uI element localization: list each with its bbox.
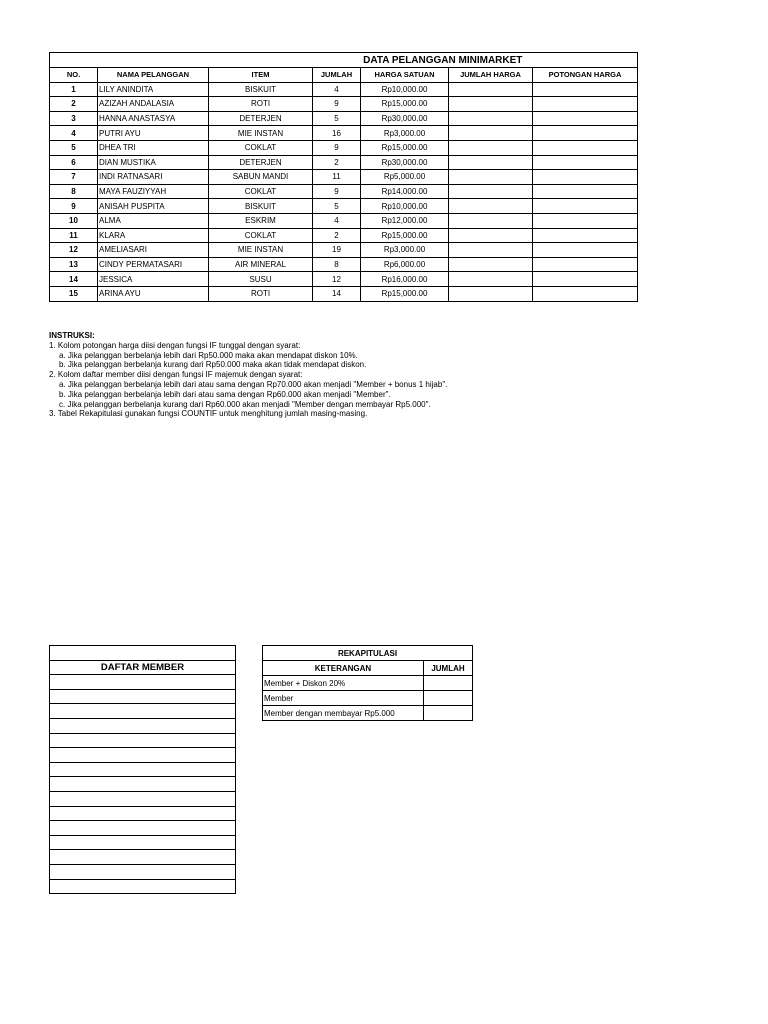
recap-keterangan: Member + Diskon 20%: [263, 676, 424, 691]
row-harga-satuan[interactable]: Rp30,000.00: [361, 155, 449, 170]
row-potongan-harga[interactable]: [533, 82, 638, 97]
table-row: [50, 213, 638, 228]
row-item[interactable]: ROTI: [209, 286, 313, 301]
row-jumlah[interactable]: 2: [313, 155, 361, 170]
table-row: [50, 170, 638, 185]
row-jumlah-harga[interactable]: [449, 111, 533, 126]
row-name[interactable]: ALMA: [98, 213, 209, 228]
row-item[interactable]: BISKUIT: [209, 199, 313, 214]
row-jumlah-harga[interactable]: [449, 257, 533, 272]
row-harga-satuan[interactable]: Rp15,000.00: [361, 97, 449, 112]
row-harga-satuan[interactable]: Rp14,000.00: [361, 184, 449, 199]
row-no[interactable]: 5: [50, 140, 98, 155]
row-harga-satuan[interactable]: Rp3,000.00: [361, 243, 449, 258]
header-name: NAMA PELANGGAN: [98, 68, 209, 83]
header-item: ITEM: [209, 68, 313, 83]
row-potongan-harga[interactable]: [533, 140, 638, 155]
row-item[interactable]: COKLAT: [209, 140, 313, 155]
row-jumlah[interactable]: 5: [313, 199, 361, 214]
table-row: [50, 257, 638, 272]
instruction-line: 3. Tabel Rekapitulasi gunakan fungsi COUNTIF untuk menghitung jumlah masing-masing.: [49, 409, 368, 419]
row-name[interactable]: INDI RATNASARI: [98, 170, 209, 185]
row-potongan-harga[interactable]: [533, 126, 638, 141]
customer-data-table: [49, 52, 638, 302]
row-jumlah[interactable]: 8: [313, 257, 361, 272]
row-harga-satuan[interactable]: Rp12,000.00: [361, 213, 449, 228]
member-list-cell[interactable]: [50, 879, 236, 894]
row-item[interactable]: SABUN MANDI: [209, 170, 313, 185]
row-jumlah-harga[interactable]: [449, 243, 533, 258]
row-no[interactable]: 11: [50, 228, 98, 243]
row-no[interactable]: 15: [50, 286, 98, 301]
row-jumlah-harga[interactable]: [449, 140, 533, 155]
row-item[interactable]: MIE INSTAN: [209, 126, 313, 141]
header-harga-satuan: HARGA SATUAN: [361, 68, 449, 83]
row-no[interactable]: 12: [50, 243, 98, 258]
row-no[interactable]: 10: [50, 213, 98, 228]
table-row: [50, 155, 638, 170]
row-jumlah[interactable]: 14: [313, 286, 361, 301]
row-name[interactable]: ANISAH PUSPITA: [98, 199, 209, 214]
row-name[interactable]: MAYA FAUZIYYAH: [98, 184, 209, 199]
table-row: [50, 97, 638, 112]
row-jumlah[interactable]: 16: [313, 126, 361, 141]
row-item[interactable]: DETERJEN: [209, 111, 313, 126]
recap-row: [263, 691, 473, 706]
row-harga-satuan[interactable]: Rp15,000.00: [361, 286, 449, 301]
row-potongan-harga[interactable]: [533, 257, 638, 272]
table-row: [50, 243, 638, 258]
row-potongan-harga[interactable]: [533, 213, 638, 228]
row-name[interactable]: DHEA TRI: [98, 140, 209, 155]
row-jumlah-harga[interactable]: [449, 199, 533, 214]
row-name[interactable]: ARINA AYU: [98, 286, 209, 301]
row-potongan-harga[interactable]: [533, 228, 638, 243]
row-jumlah-harga[interactable]: [449, 272, 533, 287]
table-row: [50, 184, 638, 199]
instruction-line: c. Jika pelanggan berbelanja kurang dari Rp60.000 akan menjadi "Member dengan membayar Rp5.000".: [59, 399, 431, 409]
recap-jumlah-cell[interactable]: [424, 676, 473, 691]
row-potongan-harga[interactable]: [533, 184, 638, 199]
row-potongan-harga[interactable]: [533, 243, 638, 258]
row-jumlah-harga[interactable]: [449, 286, 533, 301]
row-no[interactable]: 14: [50, 272, 98, 287]
row-harga-satuan[interactable]: Rp3,000.00: [361, 126, 449, 141]
header-potongan-harga: POTONGAN HARGA: [533, 68, 638, 83]
row-name[interactable]: LILY ANINDITA: [98, 82, 209, 97]
row-jumlah[interactable]: 4: [313, 213, 361, 228]
member-list-cell[interactable]: [50, 762, 236, 777]
row-no[interactable]: 4: [50, 126, 98, 141]
recap-table: [262, 645, 473, 721]
row-harga-satuan[interactable]: Rp30,000.00: [361, 111, 449, 126]
row-jumlah[interactable]: 9: [313, 97, 361, 112]
row-jumlah[interactable]: 19: [313, 243, 361, 258]
row-no[interactable]: 9: [50, 199, 98, 214]
row-potongan-harga[interactable]: [533, 199, 638, 214]
table-row: [50, 286, 638, 301]
row-jumlah[interactable]: 12: [313, 272, 361, 287]
row-jumlah-harga[interactable]: [449, 97, 533, 112]
recap-title: REKAPITULASI: [263, 646, 473, 661]
instructions-block: [49, 331, 649, 419]
row-no[interactable]: 3: [50, 111, 98, 126]
table-row: [50, 272, 638, 287]
row-harga-satuan[interactable]: Rp15,000.00: [361, 140, 449, 155]
row-item[interactable]: SUSU: [209, 272, 313, 287]
row-potongan-harga[interactable]: [533, 111, 638, 126]
row-jumlah[interactable]: 9: [313, 140, 361, 155]
table-row: [50, 199, 638, 214]
member-list-title: DAFTAR MEMBER: [50, 660, 236, 675]
header-jumlah-harga: JUMLAH HARGA: [449, 68, 533, 83]
row-item[interactable]: COKLAT: [209, 184, 313, 199]
row-no[interactable]: 1: [50, 82, 98, 97]
row-potongan-harga[interactable]: [533, 170, 638, 185]
row-potongan-harga[interactable]: [533, 97, 638, 112]
instruction-line: 2. Kolom daftar member diisi dengan fungsi IF majemuk dengan syarat:: [49, 370, 303, 380]
title-spacer-cell[interactable]: [50, 53, 209, 68]
row-name[interactable]: AZIZAH ANDALASIA: [98, 97, 209, 112]
row-potongan-harga[interactable]: [533, 155, 638, 170]
row-item[interactable]: AIR MINERAL: [209, 257, 313, 272]
instructions-heading: INSTRUKSI:: [49, 331, 95, 340]
row-potongan-harga[interactable]: [533, 286, 638, 301]
row-jumlah-harga[interactable]: [449, 155, 533, 170]
row-name[interactable]: HANNA ANASTASYA: [98, 111, 209, 126]
member-list-cell[interactable]: [50, 835, 236, 850]
instruction-line: a. Jika pelanggan berbelanja lebih dari Rp50.000 maka akan mendapat diskon 10%.: [59, 350, 358, 360]
row-harga-satuan[interactable]: Rp16,000.00: [361, 272, 449, 287]
recap-header-jumlah: JUMLAH: [424, 661, 473, 676]
row-jumlah-harga[interactable]: [449, 184, 533, 199]
member-list-cell[interactable]: [50, 806, 236, 821]
row-jumlah-harga[interactable]: [449, 228, 533, 243]
table-row: [50, 111, 638, 126]
row-jumlah[interactable]: 4: [313, 82, 361, 97]
row-item[interactable]: ROTI: [209, 97, 313, 112]
header-jumlah: JUMLAH: [313, 68, 361, 83]
recap-row: [263, 706, 473, 721]
recap-keterangan: Member dengan membayar Rp5.000: [263, 706, 424, 721]
member-list-cell[interactable]: [50, 675, 236, 690]
recap-header-keterangan: KETERANGAN: [263, 661, 424, 676]
member-list-cell[interactable]: [50, 777, 236, 792]
member-list-table: [49, 645, 236, 894]
recap-keterangan: Member: [263, 691, 424, 706]
instruction-line: 1. Kolom potongan harga diisi dengan fungsi IF tunggal dengan syarat:: [49, 340, 301, 350]
row-jumlah[interactable]: 9: [313, 184, 361, 199]
table-row: [50, 228, 638, 243]
member-list-cell[interactable]: [50, 733, 236, 748]
row-name[interactable]: JESSICA: [98, 272, 209, 287]
row-harga-satuan[interactable]: Rp15,000.00: [361, 228, 449, 243]
row-name[interactable]: CINDY PERMATASARI: [98, 257, 209, 272]
row-jumlah[interactable]: 2: [313, 228, 361, 243]
member-list-top-cell[interactable]: [50, 646, 236, 661]
recap-jumlah-cell[interactable]: [424, 691, 473, 706]
row-name[interactable]: PUTRI AYU: [98, 126, 209, 141]
member-list-cell[interactable]: [50, 718, 236, 733]
row-potongan-harga[interactable]: [533, 272, 638, 287]
member-list-cell[interactable]: [50, 704, 236, 719]
recap-jumlah-cell[interactable]: [424, 706, 473, 721]
row-jumlah-harga[interactable]: [449, 126, 533, 141]
table-row: [50, 82, 638, 97]
row-name[interactable]: DIAN MUSTIKA: [98, 155, 209, 170]
instruction-line: a. Jika pelanggan berbelanja lebih dari atau sama dengan Rp70.000 akan menjadi "Member + bonus 1 hijab".: [59, 379, 448, 389]
row-item[interactable]: COKLAT: [209, 228, 313, 243]
recap-row: [263, 676, 473, 691]
table-row: [50, 126, 638, 141]
row-jumlah-harga[interactable]: [449, 82, 533, 97]
row-harga-satuan[interactable]: Rp5,000.00: [361, 170, 449, 185]
row-jumlah[interactable]: 5: [313, 111, 361, 126]
header-no: NO.: [50, 68, 98, 83]
row-jumlah-harga[interactable]: [449, 170, 533, 185]
instruction-line: b. Jika pelanggan berbelanja lebih dari atau sama dengan Rp60.000 akan menjadi "Member".: [59, 389, 391, 399]
member-list-cell[interactable]: [50, 850, 236, 865]
row-item[interactable]: MIE INSTAN: [209, 243, 313, 258]
member-list-cell[interactable]: [50, 821, 236, 836]
row-item[interactable]: ESKRIM: [209, 213, 313, 228]
instruction-line: b. Jika pelanggan berbelanja kurang dari Rp50.000 maka akan tidak mendapat diskon.: [59, 360, 367, 370]
row-jumlah-harga[interactable]: [449, 213, 533, 228]
row-item[interactable]: BISKUIT: [209, 82, 313, 97]
row-harga-satuan[interactable]: Rp10,000.00: [361, 199, 449, 214]
row-name[interactable]: AMELIASARI: [98, 243, 209, 258]
row-no[interactable]: 2: [50, 97, 98, 112]
member-list-cell[interactable]: [50, 748, 236, 763]
member-list-cell[interactable]: [50, 689, 236, 704]
header-row: [50, 68, 638, 83]
row-no[interactable]: 13: [50, 257, 98, 272]
table-title: DATA PELANGGAN MINIMARKET: [209, 53, 638, 68]
row-jumlah[interactable]: 11: [313, 170, 361, 185]
row-no[interactable]: 7: [50, 170, 98, 185]
row-harga-satuan[interactable]: Rp10,000.00: [361, 82, 449, 97]
row-no[interactable]: 6: [50, 155, 98, 170]
row-name[interactable]: KLARA: [98, 228, 209, 243]
table-row: [50, 140, 638, 155]
member-list-cell[interactable]: [50, 791, 236, 806]
row-no[interactable]: 8: [50, 184, 98, 199]
row-item[interactable]: DETERJEN: [209, 155, 313, 170]
row-harga-satuan[interactable]: Rp6,000.00: [361, 257, 449, 272]
member-list-cell[interactable]: [50, 864, 236, 879]
